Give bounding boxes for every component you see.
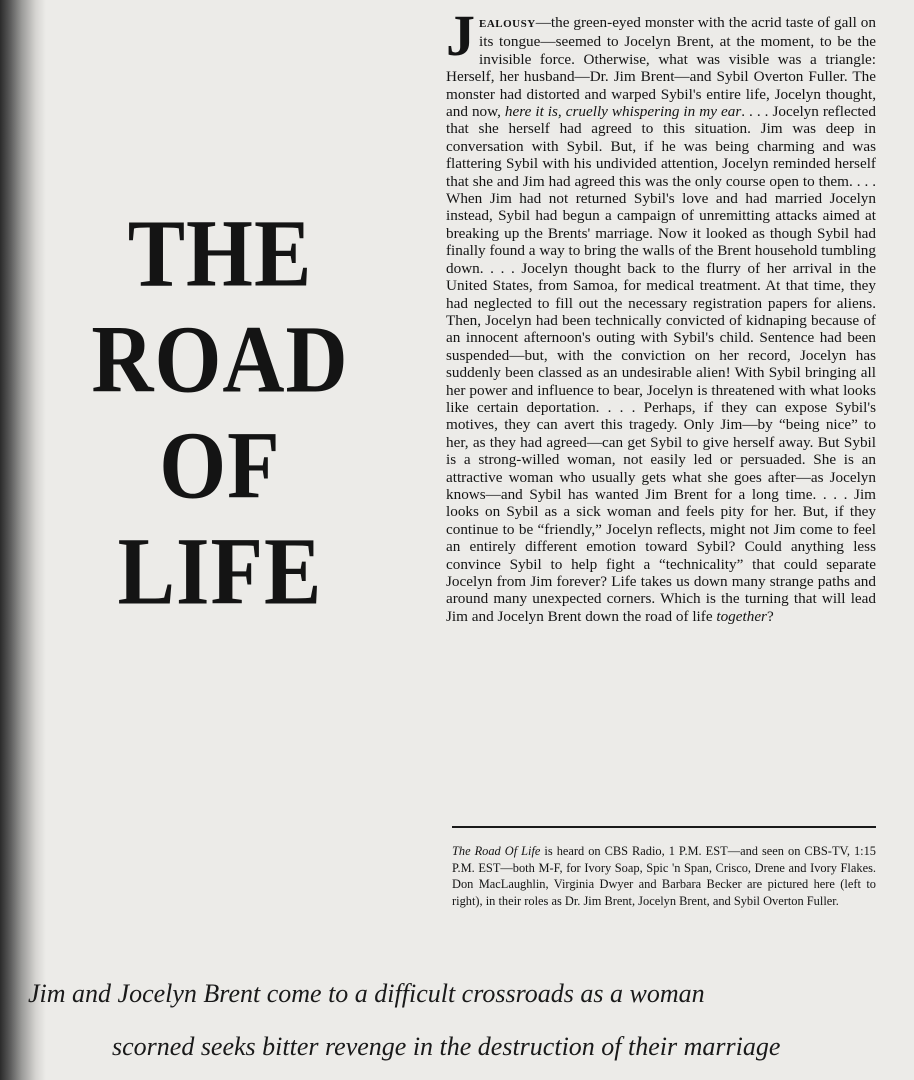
caption-line-1: Jim and Jocelyn Brent come to a difficult crossroads as a woman [28, 979, 705, 1008]
page-gutter-shadow [0, 0, 46, 1080]
story-italic-2: together [716, 607, 767, 625]
credits-text: is heard on CBS Radio, 1 P.M. EST—and seen on CBS-TV, 1:15 P.M. EST—both M-F, for Ivory Soap, Spic 'n Span, Crisco, Drene and Ivory Flakes. Don MacLaughlin, Virginia Dwyer and Barbara Becker are pictured here (left to right), in their roles as Dr. Jim Brent, Jocelyn Brent, and Sybil Overton Fuller. [452, 844, 876, 908]
story-part-1: —the green-eyed monster with the acrid taste of gall on its tongue—seemed to Jocelyn Brent, at the moment, to be the invisible force. Otherwise, what was visible was a triangle: Herself, her husband—Dr. Jim Brent—and Sybil Overton Fuller. The monster had distorted and warped Sybil's entire life, Jocelyn thought, and now, [446, 14, 876, 121]
story-lead-word: EALOUSY [479, 18, 536, 30]
broadcast-credits [452, 843, 876, 909]
story-end: ? [766, 607, 774, 625]
story-text [446, 3, 876, 625]
story-italic-1: here it is, cruelly whispering in my ear [504, 103, 742, 121]
caption-line-2: scorned seeks bitter revenge in the destruction of their marriage [112, 1032, 781, 1061]
title-line-the: THE [127, 199, 313, 307]
drop-cap: J [446, 3, 475, 68]
title-line-life: LIFE [117, 517, 323, 625]
page-title [70, 200, 370, 624]
credits-show-title: The Road Of Life [452, 844, 541, 858]
title-line-of: OF [159, 411, 281, 519]
story-part-2: . . . . Jocelyn reflected that she herself had agreed to this situation. Jim was deep in conversation with Sybil. But, if he was being charming and was flattering Sybil with his undivided attention, Jocelyn reminded herself that she and Jim had agreed this was the only course open to them. . . . When Jim had not returned Sybil's love and had married Jocelyn instead, Sybil had begun a campaign of unremitting attacks aimed at breaking up the Brents' marriage. Now it looked as though Sybil had finally found a way to bring the walls of the Brent household tumbling down. . . . Jocelyn thought back to the flurry of her arrival in the United States, from Samoa, for medical treatment. At that time, they had neglected to fill out the necessary registration papers for aliens. Then, Jocelyn had been technically convicted of kidnaping because of an innocent afternoon's outing with Sybil's child. Sentence had been suspended—but, with the conviction on her record, Jocelyn has suddenly been classed as an undesirable alien! With Sybil bringing all her power and influence to bear, Jocelyn is threatened with what looks like certain deportation. . . . Perhaps, if they can expose Sybil's motives, they can avert this tragedy. Only Jim—by “being nice” to her, as they had agreed—can get Sybil to give herself away. But Sybil is a strong-willed woman, not easily led or persuaded. She is an attractive woman who usually gets what she goes after—as Jocelyn knows—and Sybil has wanted Jim Brent for a long time. . . . Jim looks on Sybil as a sick woman and feels pity for her. But, if they continue to be “friendly,” Jocelyn reflects, might not Jim come to feel an entirely different emotion toward Sybil? Could anything less convince Sybil to help fight a “technicality” that could separate Jocelyn from Jim forever? Life takes us down many strange paths and around many unexpected corners. Which is the turning that will lead Jim and Jocelyn Brent down the road of life [446, 103, 876, 625]
section-divider [452, 826, 876, 828]
title-line-road: ROAD [91, 305, 349, 413]
